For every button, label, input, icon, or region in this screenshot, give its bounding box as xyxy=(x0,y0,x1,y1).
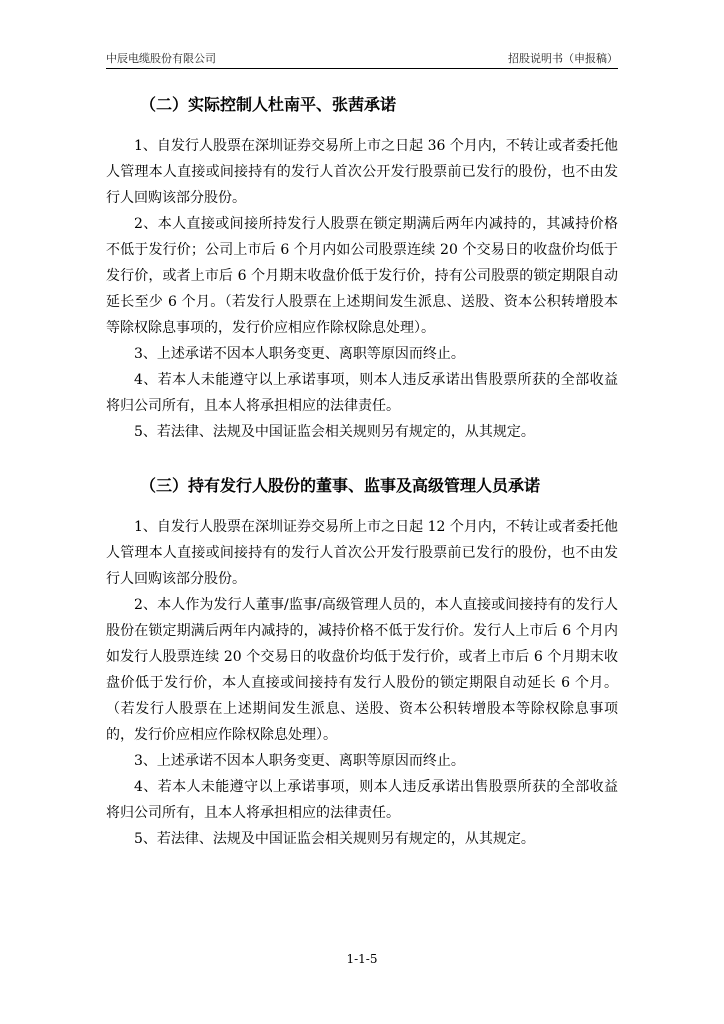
paragraph: 5、若法律、法规及中国证监会相关规则另有规定的，从其规定。 xyxy=(134,831,535,847)
paragraph: 2、本人作为发行人董事/监事/高级管理人员的，本人直接或间接持有的发行人股份在锁定期满后两年内减持的，减持价格不低于发行价。发行人上市后 6 个月内如发行人股票连续 20 个交易日的收盘价均低于发行价，或者上市后 6 个月期末收盘价低于发行价，本人直接或间接持有发行人股份的锁定期限自动延长 6 个月。（若发行人股票在上述期间发生派息、送股、资本公积转增股本等除权除息事项的，发行价应相应作除权除息处理）。 xyxy=(106,597,618,743)
section-title: （三）持有发行人股份的董事、监事及高级管理人员承诺 xyxy=(140,476,541,495)
paragraph: 4、若本人未能遵守以上承诺事项，则本人违反承诺出售股票所获的全部收益将归公司所有，且本人将承担相应的法律责任。 xyxy=(106,779,618,821)
company-name: 中辰电缆股份有限公司 xyxy=(106,52,216,65)
section-directors-commitment xyxy=(106,475,618,852)
document-title: 招股说明书（申报稿） xyxy=(508,52,618,65)
paragraph: 5、若法律、法规及中国证监会相关规则另有规定的，从其规定。 xyxy=(134,424,535,440)
paragraph: 2、本人直接或间接所持发行人股票在锁定期满后两年内减持的，其减持价格不低于发行价；公司上市后 6 个月内如公司股票连续 20 个交易日的收盘价均低于发行价，或者上市后 6 个月期末收盘价低于发行价，持有公司股票的锁定期限自动延长至少 6 个月。（若发行人股票在上述期间发生派息、送股、资本公积转增股本等除权除息事项的，发行价应相应作除权除息处理）。 xyxy=(106,216,618,336)
page-header xyxy=(106,52,618,66)
paragraph: 1、自发行人股票在深圳证券交易所上市之日起 36 个月内，不转让或者委托他人管理本人直接或间接持有的发行人首次公开发行股票前已发行的股份，也不由发行人回购该部分股份。 xyxy=(106,138,618,206)
paragraph: 3、上述承诺不因本人职务变更、离职等原因而终止。 xyxy=(134,753,465,769)
paragraph: 4、若本人未能遵守以上承诺事项，则本人违反承诺出售股票所获的全部收益将归公司所有，且本人将承担相应的法律责任。 xyxy=(106,372,618,414)
section-title: （二）实际控制人杜南平、张茜承诺 xyxy=(140,95,397,114)
page-number: 1-1-5 xyxy=(346,952,378,966)
paragraph: 3、上述承诺不因本人职务变更、离职等原因而终止。 xyxy=(134,346,465,362)
section-controller-commitment xyxy=(106,94,618,445)
paragraph: 1、自发行人股票在深圳证券交易所上市之日起 12 个月内，不转让或者委托他人管理本人直接或间接持有的发行人首次公开发行股票前已发行的股份，也不由发行人回购该部分股份。 xyxy=(106,519,618,587)
header-divider xyxy=(106,68,618,69)
page-content xyxy=(106,94,618,852)
